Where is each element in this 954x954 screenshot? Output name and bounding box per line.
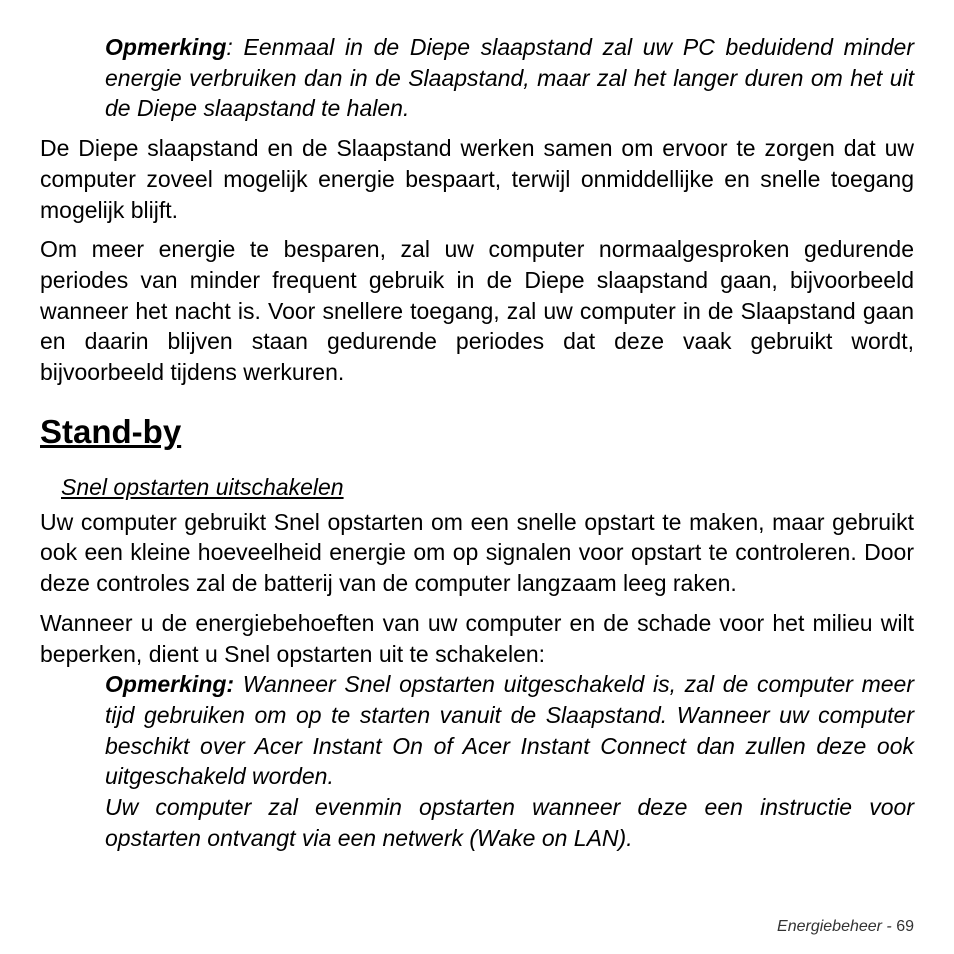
footer-section: Energiebeheer -: [777, 918, 897, 935]
note-label: Opmerking:: [105, 671, 235, 698]
note-wake-on-lan: Uw computer zal evenmin opstarten wanneer deze een instructie voor opstarten ontvangt via een netwerk (Wake on LAN).: [105, 794, 914, 851]
disable-fast-startup-link[interactable]: Snel opstarten uitschakelen: [61, 473, 344, 500]
note-text: : Eenmaal in de Diepe slaapstand zal uw PC beduidend minder energie verbruiken dan in de Slaapstand, maar zal het langer duren om het uit de Diepe slaapstand te halen.: [105, 34, 914, 122]
note-fast-startup-body: [105, 669, 914, 792]
note-label: Opmerking: [105, 34, 227, 60]
document-page: [40, 32, 914, 853]
page-footer: [777, 918, 914, 936]
note-text: Wanneer Snel opstarten uitgeschakeld is, zal de computer meer tijd gebruiken om op te starten vanuit de Slaapstand. Wanneer uw computer beschikt over Acer Instant On of Acer Instant Connect dan zullen deze ook uitgeschakeld worden.: [105, 671, 914, 790]
paragraph-energy-saving: Om meer energie te besparen, zal uw computer normaalgesproken gedurende periodes van minder frequent gebruik in de Diepe slaapstand gaan, bijvoorbeeld wanneer het nacht is. Voor snellere toegang, zal uw computer in de Slaapstand gaan en daarin blijven staan gedurende periodes dat deze vaak gebruikt wordt, bijvoorbeeld tijdens werkuren.: [40, 236, 914, 386]
section-heading: Stand-by: [40, 412, 182, 450]
page-number: 69: [896, 918, 914, 935]
paragraph-fast-startup: Uw computer gebruikt Snel opstarten om een snelle opstart te maken, maar gebruikt ook een kleine hoeveelheid energie om op signalen voor opstart te controleren. Door deze controles zal de batterij van de computer langzaam leeg raken.: [40, 508, 914, 597]
paragraph-disable-instruction: Wanneer u de energiebehoeften van uw computer en de schade voor het milieu wilt beperken, dient u Snel opstarten uit te schakelen:: [40, 609, 914, 667]
note-fast-startup: [105, 669, 914, 853]
paragraph-sleep-cooperation: De Diepe slaapstand en de Slaapstand werken samen om ervoor te zorgen dat uw computer zoveel mogelijk energie bespaart, terwijl onmiddellijke en snelle toegang mogelijk blijft.: [40, 135, 914, 223]
note-deep-sleep: [105, 32, 914, 124]
